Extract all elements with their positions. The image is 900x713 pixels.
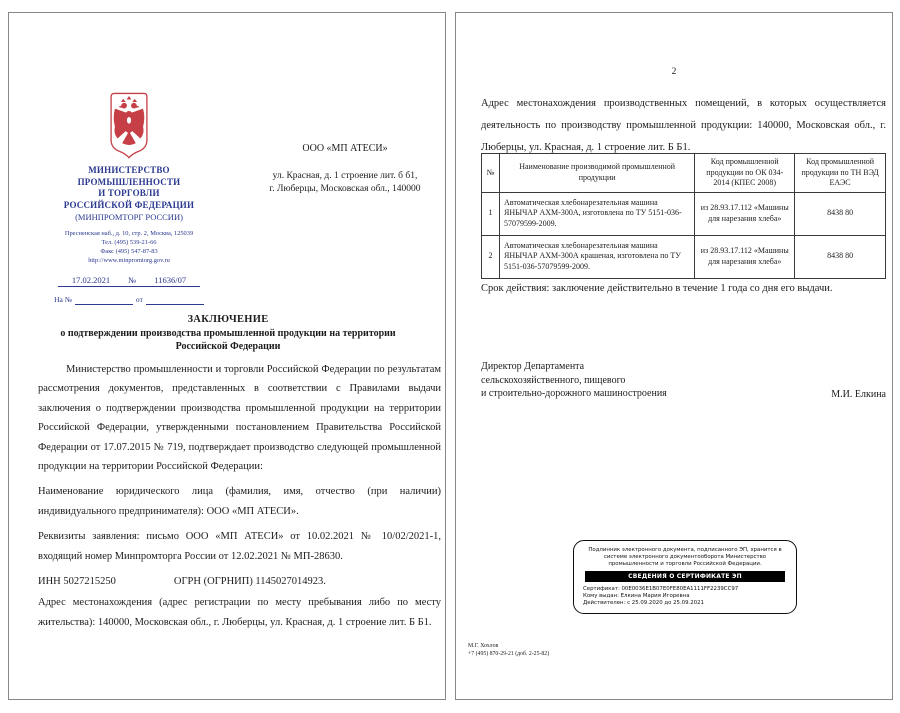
ogrn-value: ОГРН (ОГРНИП) 1145027014923. bbox=[173, 576, 326, 588]
paragraph-request: Реквизиты заявления: письмо ООО «МП АТЕСИ» от 10.02.2021 № 10/02/2021-1, входящий номер Минпромторга России от 12.02.2021 № МП-28630. bbox=[38, 531, 441, 562]
header-tnved-code: Код промышленной продукции по ТН ВЭД ЕАЭС bbox=[795, 154, 886, 193]
signatory-position-line: Директор Департамента bbox=[481, 361, 585, 372]
number-sign: № bbox=[124, 274, 140, 287]
tnved-code: 8438 80 bbox=[795, 192, 886, 235]
ministry-name-line: МИНИСТЕРСТВО bbox=[88, 165, 170, 175]
products-table-block bbox=[481, 153, 886, 294]
reference-number-blank bbox=[75, 296, 133, 305]
russia-coat-of-arms-icon bbox=[106, 91, 152, 161]
ministry-name bbox=[23, 165, 235, 211]
ministry-name-line: ПРОМЫШЛЕННОСТИ bbox=[77, 176, 181, 187]
tnved-code: 8438 80 bbox=[795, 235, 886, 278]
table-row bbox=[482, 192, 886, 235]
paragraph-intro: Министерство промышленности и торговли Российской Федерации по результатам рассмотрения документов, представленных в соответствии с Правилами выдачи заключения о подтверждении производства промышленной продукции на территории Российской Федерации, утвержденными постановлением Правительства Российской Федерации от 17.07.2015 № 719, подтверждает производство следующей промышленной продукции на территории Российской Федерации: bbox=[38, 364, 441, 473]
executor-name: М.Г. Хохлов bbox=[468, 643, 499, 649]
document-date-number-line bbox=[23, 274, 235, 287]
page-number: 2 bbox=[671, 67, 677, 77]
reference-prefix: На № bbox=[54, 295, 72, 304]
electronic-signature-stamp bbox=[573, 540, 797, 614]
reference-from-label: от bbox=[135, 295, 143, 304]
signatory-position-line: сельскохозяйственного, пищевого bbox=[481, 374, 626, 386]
stamp-validity-period: Действителен: с 25.09.2020 до 25.09.2021 bbox=[583, 599, 704, 606]
signature-block bbox=[481, 360, 886, 401]
addressee-block bbox=[247, 143, 443, 196]
document-title: ЗАКЛЮЧЕНИЕ bbox=[187, 314, 269, 325]
okpd-code: из 28.93.17.112 «Машины для нарезания хлеба» bbox=[695, 192, 795, 235]
ministry-name-line: РОССИЙСКОЙ ФЕДЕРАЦИИ bbox=[63, 199, 195, 210]
header-num: № bbox=[482, 154, 500, 193]
document-subtitle: о подтверждении производства промышленной продукции на территории Российской Федерации bbox=[60, 328, 396, 352]
ministry-name-line: И ТОРГОВЛИ bbox=[98, 188, 160, 198]
products-table bbox=[481, 153, 886, 279]
addressee-name: ООО «МП АТЕСИ» bbox=[302, 143, 388, 154]
addressee-address-line: г. Люберцы, Московская обл., 140000 bbox=[269, 184, 421, 194]
product-name: Автоматическая хлебонарезательная машина ЯНЫЧАР АХМ-300А крашеная, изготовлена по ТУ 5151-036-57079599-2009. bbox=[499, 235, 694, 278]
page-2 bbox=[455, 12, 893, 700]
page-1 bbox=[8, 12, 446, 700]
row-number: 1 bbox=[482, 192, 500, 235]
page-1-body bbox=[38, 360, 441, 638]
row-number: 2 bbox=[482, 235, 500, 278]
executor-phone: +7 (495) 870-29-21 (доб. 2-25-82) bbox=[468, 650, 550, 657]
reference-line bbox=[23, 294, 235, 305]
inn-value: ИНН 5027215250 bbox=[38, 576, 116, 588]
executor-contact-block bbox=[468, 643, 549, 658]
paragraph-address: Адрес местонахождения (адрес регистрации по месту пребывания либо по месту жительства): 140000, Московская обл., г. Люберцы, ул. Красная, д. 1 строение лит. Б Б1. bbox=[38, 597, 441, 628]
okpd-code: из 28.93.17.112 «Машины для нарезания хлеба» bbox=[695, 235, 795, 278]
product-name: Автоматическая хлебонарезательная машина ЯНЫЧАР АХМ-300А, изготовлена по ТУ 5151-036-57079599-2009. bbox=[499, 192, 694, 235]
table-row bbox=[482, 235, 886, 278]
letterhead-website: http://www.minpromtorg.gov.ru bbox=[88, 257, 170, 264]
stamp-certificate-bar: СВЕДЕНИЯ О СЕРТИФИКАТЕ ЭП bbox=[585, 571, 785, 582]
signatory-name: М.И. Елкина bbox=[831, 389, 886, 400]
table-header-row bbox=[482, 154, 886, 193]
addressee-address bbox=[247, 170, 443, 196]
reference-date-blank bbox=[146, 296, 204, 305]
inn-ogrn-line bbox=[38, 572, 441, 591]
header-okpd-code: Код промышленной продукции по ОК 034-2014 (КПЕС 2008) bbox=[695, 154, 795, 193]
ministry-short-name: (МИНПРОМТОРГ РОССИИ) bbox=[75, 212, 183, 222]
paragraph-production-address: Адрес местонахождения производственных помещений, в которых осуществляется деятельность по производству промышленной продукции: 140000, Московская обл., г. Люберцы, ул. Красная, д. 1 строение лит. Б Б1. bbox=[481, 98, 886, 153]
signatory-position-line: и строительно-дорожного машиностроения bbox=[481, 388, 667, 399]
letterhead bbox=[23, 91, 235, 305]
document-date: 17.02.2021 bbox=[58, 274, 124, 287]
addressee-address-line: ул. Красная, д. 1 строение лит. б б1, bbox=[272, 171, 418, 181]
letterhead-fax: Факс (495) 547-87-83 bbox=[100, 248, 158, 255]
stamp-issued-to: Кому выдан: Елкина Мария Игоревна bbox=[583, 592, 690, 599]
document-number: 11636/07 bbox=[140, 274, 200, 287]
letterhead-phone: Тел. (495) 539-21-66 bbox=[101, 239, 157, 246]
document-title-block bbox=[29, 314, 427, 353]
header-product-name: Наименование производимой промышленной продукции bbox=[499, 154, 694, 193]
validity-statement: Срок действия: заключение действительно в течение 1 года со дня его выдачи. bbox=[481, 282, 833, 294]
letterhead-postal-address: Пресненская наб., д. 10, стр. 2, Москва, 125039 bbox=[64, 230, 194, 237]
signatory-position bbox=[481, 360, 667, 401]
paragraph-entity: Наименование юридического лица (фамилия, имя, отчество (при наличии) индивидуального предпринимателя): ООО «МП АТЕСИ». bbox=[38, 486, 441, 517]
stamp-certificate-number: Сертификат: 00E0036E1B07E0FE80EA1111FF2239CC97 bbox=[583, 585, 739, 592]
stamp-header-text: Подлинник электронного документа, подписанного ЭП, хранится в системе электронного документооборота Министерство промышленности и торговли Российской Федерации. bbox=[588, 547, 782, 567]
